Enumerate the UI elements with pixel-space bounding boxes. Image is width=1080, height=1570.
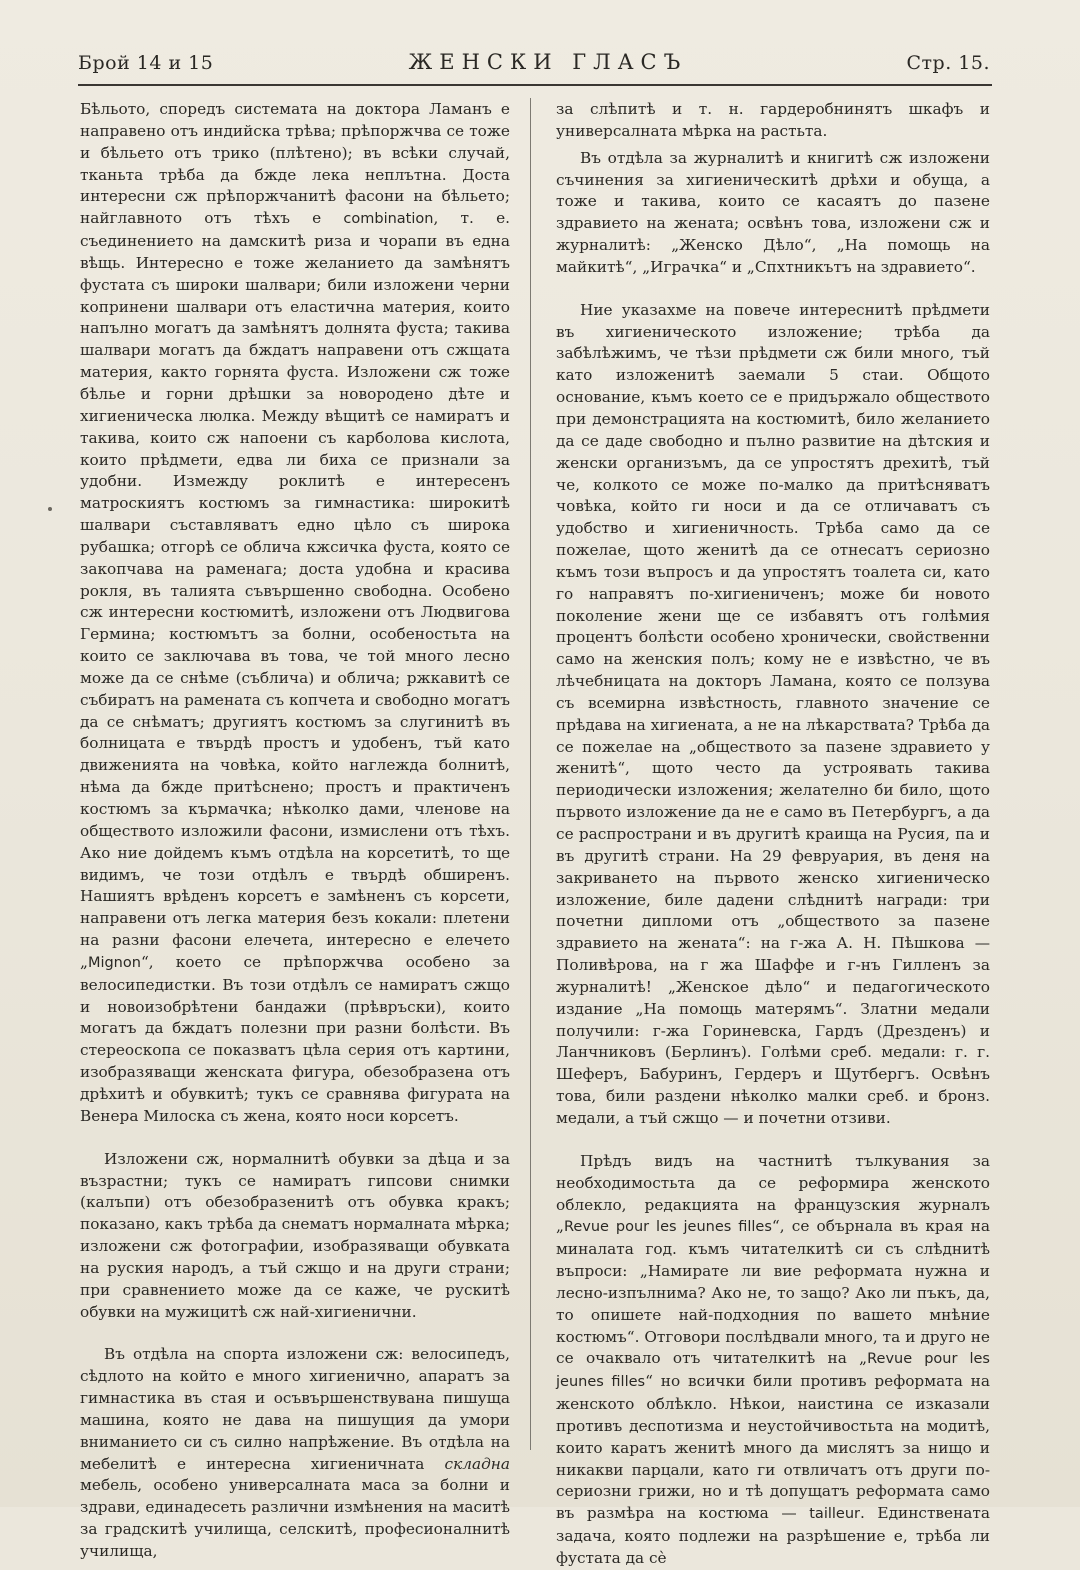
- left-column: [80, 99, 510, 1563]
- right-column: [556, 99, 990, 1570]
- print-speck: [48, 507, 52, 511]
- left-paragraph-1: Бѣльото, споредъ системата на доктора Ламанъ е направено отъ индийска трѣва; прѣпоржчва се тоже и бѣльето отъ трико (плѣтено); въ всѣки случай, тканьта трѣба да бжде лека неплътна. Доста интересни сж прѣпоржчанитѣ фасони на бѣльето; найглавното отъ тѣхъ е combination, т. е. съединението на дамскитѣ риза и чорапи въ една вѣщь. Интересно е тоже желанието да замѣнятъ фустата съ широки шалвари; били изложени черни копринени шалвари отъ еластична материя, които напълно могатъ да замѣнятъ долнята фуста; такива шалвари могатъ да бждатъ направени отъ сжщата материя, както горнята фуста. Изложени сж тоже бѣлье и горни дрѣшки за новородено дѣте и хигиеническа люлка. Между вѣщитѣ се намиратъ и такива, които сж напоени съ карболова кислота, които прѣдмети, едва ли биха се признали за удобни. Измежду роклитѣ е интересенъ матроскиятъ костюмъ за гимнастика: широкитѣ шалвари съставляватъ едно цѣло съ широка рубашка; отгорѣ се облича кжсичка фуста, която се закопчава на раменага; доста удобна и красива рокля, въ талията съвършенно свободна. Особено сж интересни костюмитѣ, изложени отъ Людвигова Гермина; костюмътъ за болни, особеностьта на които се заключава въ това, че той много лесно може да се снѣме (съблича) и облича; ржкавитѣ се събиратъ на рамената съ копчета и свободно могатъ да се снѣматъ; другиятъ костюмъ за слугинитѣ въ болницата е твърдѣ простъ и удобенъ, тъй като движенията на човѣка, който наглежда болнитѣ, нѣма да бжде притѣснено; простъ и практиченъ костюмъ за кърмачка; нѣколко дами, членове на обществото изложили фасони, измислени отъ тѣхъ. Ако ние дойдемъ къмъ отдѣла на корсетитѣ, то ще видимъ, че този отдѣлъ е твърдѣ обширенъ. Нашиятъ врѣденъ корсетъ е замѣненъ съ корсети, направени отъ легка материя безъ кокали: плетени на разни фасони елечета, интересно е елечето „Mignon“, което се прѣпоржчва особено за велосипедистки. Въ този отдѣлъ се намиратъ сжщо и новоизобрѣтени бандажи (прѣвръски), които могатъ да бждатъ полезни при разни болѣсти. Въ стереоскопа се показватъ цѣла серия отъ картини, изобразяващи женската фигура, обезобразена отъ дрѣхитѣ и обувкитѣ; тукъ се сравнява фигурата на Венера Милоска съ жена, която носи корсетъ.: [80, 100, 510, 1125]
- latin-term: tailleur: [809, 1506, 860, 1523]
- latin-term: Mignon: [87, 954, 141, 971]
- column-divider: [530, 98, 531, 1450]
- latin-term: Revue pour les jeunes filles: [563, 1219, 772, 1236]
- left-paragraph-3: Въ отдѣла на спорта изложени сж: велосипедъ, сѣдлото на който е много хигиенично, апаратъ за гимнастика въ стая и осъвършенствувана пишуща машина, която не дава на пишущия да умори вниманието си съ силно напрѣжение. Въ отдѣла на мебелитѣ е интересна хигиеничната складна мебель, особено универсалната маса за болни и здрави, единадесеть различни измѣнения на маситѣ за градскитѣ училища, селскитѣ, професионалнитѣ училища,: [80, 1345, 510, 1560]
- right-paragraph-2: Въ отдѣла за журналитѣ и книгитѣ сж изложени съчинения за хигиеническитѣ дрѣхи и обуща, а тоже и такива, които се касаятъ до пазене здравието на жената; освѣнъ това, изложени сж и журналитѣ: „Женско Дѣло“, „На помощь на майкитѣ“, „Игрaчка“ и „Спхтникътъ на здравието“.: [556, 148, 990, 276]
- right-paragraph-1: за слѣпитѣ и т. н. гардеробнинятъ шкафъ и универсалната мѣрка на растьта.: [556, 100, 990, 140]
- italic-term: складна: [444, 1454, 510, 1473]
- latin-term: Revue pour les jeunes filles: [556, 1351, 990, 1391]
- right-paragraph-3: Ние указахме на повече интереснитѣ прѣдмети въ хигиеническото изложение; трѣба да забѣлѣжимъ, че тѣзи прѣдмети сж били много, тъй като изложенитѣ заемали 5 стаи. Общото основание, къмъ което се е придържало обществото при демонстрацията на костюмитѣ, било желанието да се даде свободно и пълно развитие на дѣтския и женски организъмъ, да се упростятъ дрехитѣ, тъй че, колкото се може по-малко да притѣсняватъ човѣка, който ги носи и да се отличаватъ съ удобство и хигиеничность. Трѣба само да се пожелае, щото женитѣ да се отнесатъ сериозно къмъ този въпросъ и да упростятъ тоалета си, като го направятъ по-хигиениченъ; може би новото поколение жени ще се избавятъ отъ голѣмия процентъ болѣсти особено хронически, свойственни само на женския полъ; кому не е извѣстно, че въ лѣчебницата на докторъ Ламана, която се ползува съ всемирна извѣстность, главното значение се прѣдава на хигиената, а не на лѣкарствата? Трѣба да се пожелае на „обществото за пазене здравието у женитѣ“, щото често да устроявать такива периодически изложения; желателно би било, щото първото изложение да не е само въ Петербургъ, а да се распространи и въ другитѣ краища на Русия, па и въ другитѣ страни. На 29 февруария, въ деня на закриването на първото женско хигиеническо изложение, биле дадени слѣднитѣ награди: три почетни дипломи отъ „обществото за пазене здравието на жената“: на г-жа А. Н. Пѣшкова — Поливѣрова, на г жа Шаффе и г-нъ Гилленъ за журналитѣ! „Женское дѣло“ и педагогическото издание „На помощь матерямъ“. Златни медали получили: г-жа Гориневска, Гардъ (Дрезденъ) и Ланчниковъ (Берлинъ). Голѣми среб. медали: г. г. Шеферъ, Бабуринъ, Гердеръ и Щутбергъ. Освѣнъ това, били раздени нѣколко малки среб. и бронз. медали, а тъй сжщо — и почетни отзиви.: [556, 300, 990, 1127]
- latin-term: combination: [343, 211, 434, 228]
- right-paragraph-4: Прѣдъ видъ на частнитѣ тълкувания за необходимостьта да се реформира женското облекло, редакцията на французския журналъ „Revue pour les jeunes filles“, се обърнала въ края на миналата год. къмъ читателкитѣ си съ слѣднитѣ въпроси: „Намирате ли вие реформата нужна и лесно-изпълнима? Ако не, то защо? Ако ли пъкъ, да, то опишете най-подходния по вашето мнѣние костюмъ“. Отговори послѣдвали много, та и друго не се очаквало отъ читателкитѣ на „Revue pour les jeunes filles“ но всички били противъ реформата на женското облѣкло. Нѣкои, наистина се изказали противъ деспотизма и неустойчивостьта на модитѣ, които каратъ женитѣ много да мислятъ за нищо и никакви парцали, като ги отвличатъ отъ други по-сериозни грижи, но и тѣ допущатъ реформата само въ размѣра на костюма — tailleur. Единствената задача, която подлежи на разрѣшение е, трѣба ли фустата да сѐ: [556, 1151, 990, 1567]
- page-number: Стр. 15.: [906, 52, 990, 74]
- page-header: [78, 50, 990, 80]
- issue-number: Брой 14 и 15: [78, 52, 214, 74]
- header-rule: [78, 84, 992, 86]
- newspaper-title: ЖЕНСКИ ГЛАСЪ: [408, 50, 688, 74]
- left-paragraph-2: Изложени сж, нормалнитѣ обувки за дѣца и за възрастни; тукъ се намиратъ гипсови снимки (калъпи) отъ обезобразенитѣ отъ обувка кракъ; показано, какъ трѣба да снематъ нормалната мѣрка; изложени сж фотографии, изобразяващи обувката на руския народъ, а тъй сжщо и на други страни; при сравнението може да се каже, че рускитѣ обувки на мужицитѣ сж най-хигиенични.: [80, 1149, 510, 1321]
